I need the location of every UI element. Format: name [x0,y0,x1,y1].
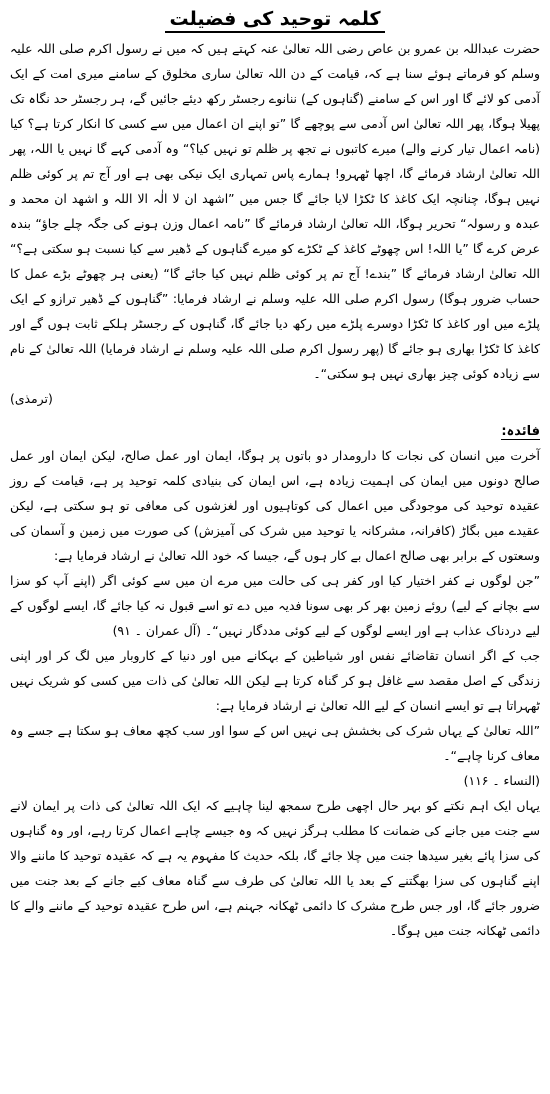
quran-quote-2: ”اللہ تعالیٰ کے یہاں شرک کی بخشش ہی نہیں اس کے سوا اور سب کچھ معاف ہو سکتا ہے جسے وہ معاف کرنا چاہے“۔ [10,723,540,763]
page-title-text: کلمہ توحید کی فضیلت [165,8,384,33]
benefit-heading [10,421,540,443]
benefit-paragraph-2: جب کے اگر انسان تقاضائے نفس اور شیاطین کے بہکانے میں اور دنیا کے کاروبار میں لگ کر اور اپنی زندگی کے اصل مقصد سے غافل ہو کر گناہ کرتا ہے لیکن اللہ تعالیٰ کی ذات میں کسی کو شریک نہیں ٹھہراتا ہے تو ایسے انسان کے لیے اللہ تعالیٰ نے ارشاد فرمایا ہے: [10,648,540,713]
hadith-paragraph: حضرت عبداللہ بن عمرو بن عاص رضی اللہ تعالیٰ عنہ کہتے ہیں کہ میں نے رسول اکرم صلی اللہ علیہ وسلم کو فرماتے ہوئے سنا ہے کہ، قیامت کے دن اللہ تعالیٰ ساری مخلوق کے سامنے میری امت کے ایک آدمی کو لائے گا اور اس کے سامنے (گناہوں کے) ننانوے رجسٹر رکھ دیئے جائیں گے، ہر رجسٹر حد نگاہ تک پھیلا ہوگا، پھر اللہ تعالیٰ اس آدمی سے پوچھے گا ”تو اپنے ان اعمال میں سے کسی کا انکار کرتا ہے؟ کیا (نامہ اعمال تیار کرنے والے) میرے کاتبوں نے تجھ پر ظلم تو نہیں کیا؟“ وہ آدمی کہے گا نہیں یا اللہ، پھر اللہ تعالیٰ ارشاد فرمائے گا، اچھا ٹھہرو! ہمارے پاس تمہاری ایک نیکی بھی ہے اور آج تم پر کوئی ظلم نہیں ہوگا، چنانچہ ایک کاغذ کا ٹکڑا لایا جائے گا جس میں ”اشھد ان لا الٰہ الا اللہ و اشھد ان محمد و عبدہ و رسولہ“ تحریر ہوگا، اللہ تعالیٰ ارشاد فرمائے گا ”نامہ اعمال وزن ہونے کی جگہ چلے جاؤ“ بندہ عرض کرے گا ”یا اللہ! اس چھوٹے کاغذ کے ٹکڑے کو میرے گناہوں کے ڈھیر سے کیا نسبت ہو سکتی ہے؟“ اللہ تعالیٰ ارشاد فرمائے گا ”بندے! آج تم پر کوئی ظلم نہیں کیا جائے گا“ (یعنی ہر چھوٹے بڑے عمل کا حساب ضرور ہوگا) رسول اکرم صلی اللہ علیہ وسلم نے ارشاد فرمایا: ”گناہوں کے ڈھیر ترازو کے ایک پلڑے میں اور کاغذ کا ٹکڑا دوسرے پلڑے میں رکھ دیا جائے گا، گناہوں کے رجسٹر ہلکے ثابت ہوں گے اور کاغذ کا ٹکڑا بھاری ہو جائے گا (پھر رسول اکرم صلی اللہ علیہ وسلم نے ارشاد فرمایا) اللہ تعالیٰ کے نام سے زیادہ کوئی چیز بھاری نہیں ہو سکتی“۔ [9,41,540,381]
benefit-heading-text: فائدہ: [501,424,540,439]
benefit-paragraph-1: آخرت میں انسان کی نجات کا دارومدار دو باتوں پر ہوگا، ایمان اور عمل صالح، لیکن ایمان اور عمل صالح دونوں میں ایمان کی اہمیت زیادہ ہے، اس ایمان کی بنیادی کلمہ توحید پر ہے، قیامت کے روز عقیدہ توحید کی موجودگی میں اعمال کی کوتاہیوں اور لغزشوں کی معافی تو ہو سکتی ہے، لیکن عقیدے میں بگاڑ (کافرانہ، مشرکانہ یا توحید میں شرک کی آمیزش) کی صورت میں زمین و آسمان کی وسعتوں کے برابر بھی صالح اعمال بے کار ہوں گے، جیسا کہ خود اللہ تعالیٰ نے ارشاد فرمایا ہے: [10,448,540,563]
quran-quote-1: ”جن لوگوں نے کفر اختیار کیا اور کفر ہی کی حالت میں مرے ان میں سے کوئی اگر (اپنے آپ کو سزا سے بچانے کے لیے) روئے زمین بھر کر بھی سونا فدیہ میں دے تو اسے قبول نہ کیا جائے گا، ایسے لوگوں کے لیے دردناک عذاب ہے اور ایسے لوگوں کے لیے کوئی مددگار نہیں“۔ (آل عمران ۔ ۹۱) [10,573,540,638]
hadith-reference: (ترمذی) [10,391,53,406]
page-title [10,6,540,32]
quran-quote-2-reference: (النساء ۔ ۱۱۶) [463,773,540,788]
benefit-paragraph-3: یہاں ایک اہم نکتے کو بہر حال اچھی طرح سمجھ لینا چاہیے کہ ایک اللہ تعالیٰ کی ذات پر ایمان لانے سے جنت میں جانے کی ضمانت کا مطلب ہرگز نہیں کہ وہ جیسے چاہے اعمال کرتا رہے، اور وہ گناہوں کی سزا پائے بغیر سیدھا جنت میں چلا جائے گا، بلکہ حدیث کا مفہوم یہ ہے کہ عقیدہ توحید کا ماننے والا اپنے گناہوں کی سزا بھگتنے کے بعد یا اللہ تعالیٰ کی طرف سے گناہ معاف کیے جانے کے بعد جنت میں ضرور جائے گا، اور جس طرح مشرک کا دائمی ٹھکانہ جہنم ہے، اس طرح عقیدہ توحید کے ماننے والے کا دائمی ٹھکانہ جنت میں ہوگا۔ [10,798,540,938]
